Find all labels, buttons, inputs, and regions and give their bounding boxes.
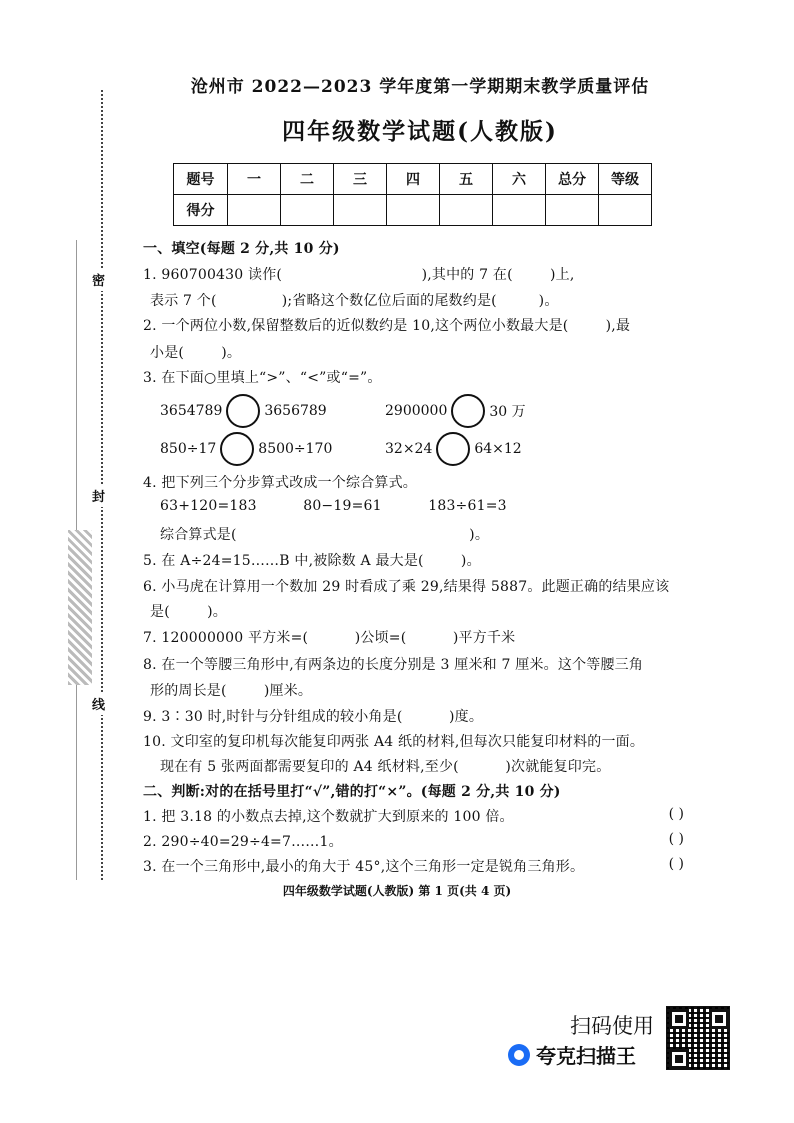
binding-char-xian: 线 [92, 692, 105, 715]
scanner-brand [508, 1040, 636, 1069]
compare-left: 32×24 [385, 441, 433, 457]
exam-subtitle: 四年级数学试题(人教版) [282, 118, 558, 145]
score-input-cell[interactable] [599, 195, 652, 226]
compare-item [385, 394, 526, 428]
score-input-cell[interactable] [334, 195, 387, 226]
brand-name: 夸克扫描王 [536, 1044, 636, 1068]
compare-item [385, 432, 522, 466]
compare-left: 3654789 [160, 403, 223, 419]
question-8-line-a: 8. 在一个等腰三角形中,有两条边的长度分别是 3 厘米和 7 厘米。这个等腰三角 [143, 657, 644, 673]
judge-item-2: 2. 290÷40=29÷4=7……1。 [143, 834, 343, 850]
compare-item [160, 432, 332, 466]
compare-right: 30 万 [489, 404, 526, 420]
compare-item [160, 394, 327, 428]
score-cell: 总分 [546, 164, 599, 195]
score-input-cell[interactable] [493, 195, 546, 226]
score-table-header-row [174, 164, 652, 195]
question-10-line-a: 10. 文印室的复印机每次能复印两张 A4 纸的材料,但每次只能复印材料的一面。 [143, 734, 645, 750]
question-5: 5. 在 A÷24=15……B 中,被除数 A 最大是( )。 [143, 553, 481, 569]
compare-circle[interactable] [436, 432, 470, 466]
question-8-line-b: 形的周长是( )厘米。 [150, 683, 313, 699]
question-4-answer: 综合算式是( )。 [160, 527, 490, 543]
compare-circle[interactable] [226, 394, 260, 428]
score-cell: 等级 [599, 164, 652, 195]
compare-right: 3656789 [264, 403, 327, 419]
qr-finder-icon [709, 1009, 729, 1029]
compare-left: 2900000 [385, 403, 448, 419]
qr-code-icon[interactable] [666, 1006, 730, 1070]
score-cell: 五 [440, 164, 493, 195]
judge-item-1: 1. 把 3.18 的小数点去掉,这个数就扩大到原来的 100 倍。 [143, 809, 514, 825]
score-input-cell[interactable] [546, 195, 599, 226]
score-input-cell[interactable] [281, 195, 334, 226]
scan-to-use-label: 扫码使用 [570, 1014, 654, 1038]
score-cell: 题号 [174, 164, 228, 195]
question-4-steps: 63+120=183 80−19=61 183÷61=3 [160, 498, 507, 514]
judge-answer-paren[interactable]: ( ) [668, 806, 684, 822]
qr-finder-icon [669, 1009, 689, 1029]
score-cell: 六 [493, 164, 546, 195]
question-2-line-b: 小是( )。 [150, 345, 242, 361]
compare-left: 850÷17 [160, 441, 217, 457]
scan-artifact-stripe [68, 530, 92, 685]
score-input-cell[interactable] [440, 195, 493, 226]
binding-char-feng: 封 [92, 484, 105, 507]
quark-logo-icon [508, 1044, 530, 1066]
score-cell: 二 [281, 164, 334, 195]
question-6-line-b: 是( )。 [150, 604, 227, 620]
section2-heading: 二、判断:对的在括号里打“√”,错的打“×”。(每题 2 分,共 10 分) [143, 784, 561, 800]
compare-circle[interactable] [220, 432, 254, 466]
exam-header-title: 沧州市 2022—2023 学年度第一学期期末教学质量评估 [190, 77, 650, 97]
section1-heading: 一、填空(每题 2 分,共 10 分) [143, 241, 340, 257]
score-row-label: 得分 [174, 195, 228, 226]
question-6-line-a: 6. 小马虎在计算用一个数加 29 时看成了乘 29,结果得 5887。此题正确的结果应该 [143, 579, 670, 595]
question-4-prompt: 4. 把下列三个分步算式改成一个综合算式。 [143, 475, 418, 491]
score-input-cell[interactable] [387, 195, 440, 226]
page-footer: 四年级数学试题(人教版) 第 1 页(共 4 页) [282, 884, 512, 898]
question-7: 7. 120000000 平方米=( )公顷=( )平方千米 [143, 630, 516, 646]
binding-char-mi: 密 [92, 268, 105, 291]
question-10-line-b: 现在有 5 张两面都需要复印的 A4 纸材料,至少( )次就能复印完。 [160, 759, 611, 775]
question-1-line-a: 1. 960700430 读作( ),其中的 7 在( )上, [143, 267, 575, 283]
score-input-cell[interactable] [228, 195, 281, 226]
qr-finder-icon [669, 1049, 689, 1069]
judge-item-3: 3. 在一个三角形中,最小的角大于 45°,这个三角形一定是锐角三角形。 [143, 859, 585, 875]
compare-right: 8500÷170 [258, 441, 333, 457]
question-1-line-b: 表示 7 个( );省略这个数亿位后面的尾数约是( )。 [150, 293, 559, 309]
score-cell: 四 [387, 164, 440, 195]
judge-answer-paren[interactable]: ( ) [668, 856, 684, 872]
score-cell: 一 [228, 164, 281, 195]
score-table [173, 163, 652, 226]
compare-right: 64×12 [474, 441, 522, 457]
judge-answer-paren[interactable]: ( ) [668, 831, 684, 847]
compare-circle[interactable] [451, 394, 485, 428]
question-2-line-a: 2. 一个两位小数,保留整数后的近似数约是 10,这个两位小数最大是( ),最 [143, 318, 631, 334]
score-cell: 三 [334, 164, 387, 195]
question-3-prompt: 3. 在下面○里填上“>”、“<”或“=”。 [143, 370, 382, 386]
question-9: 9. 3∶30 时,时针与分针组成的较小角是( )度。 [143, 709, 484, 725]
score-table-score-row [174, 195, 652, 226]
